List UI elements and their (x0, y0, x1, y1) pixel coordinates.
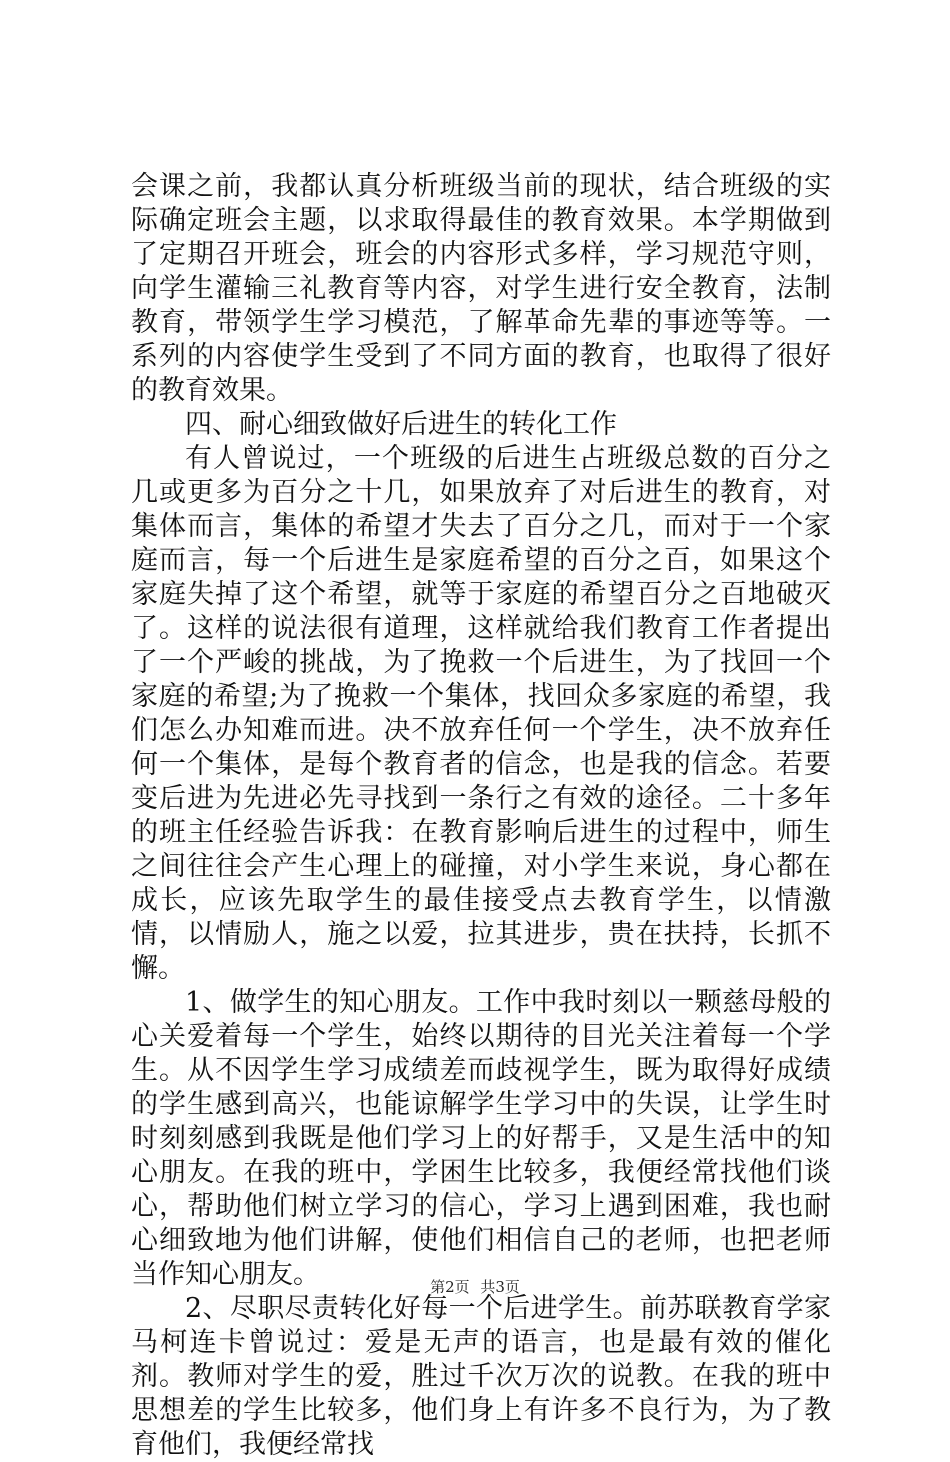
paragraph-point-1: 1、做学生的知心朋友。工作中我时刻以一颗慈母般的心关爱着每一个学生，始终以期待的目光关注着每一个学生。从不因学生学习成绩差而歧视学生，既为取得好成绩的学生感到高兴，也能谅解学生学习中的失误，让学生时时刻刻感到我既是他们学习上的好帮手，又是生活中的知心朋友。在我的班中，学困生比较多，我便经常找他们谈心，帮助他们树立学习的信心，学习上遇到困难，我也耐心细致地为他们讲解，使他们相信自己的老师，也把老师当作知心朋友。 (131, 987, 831, 1290)
page-total: 共3页 (480, 1278, 520, 1296)
paragraph: 有人曾说过，一个班级的后进生占班级总数的百分之几或更多为百分之十几，如果放弃了对后进生的教育，对集体而言，集体的希望才失去了百分之几，而对于一个家庭而言，每一个后进生是家庭希望的百分之百，如果这个家庭失掉了这个希望，就等于家庭的希望百分之百地破灭了。这样的说法很有道理，这样就给我们教育工作者提出了一个严峻的挑战，为了挽救一个后进生，为了找回一个家庭的希望;为了挽救一个集体，找回众多家庭的希望，我们怎么办知难而进。决不放弃任何一个学生，决不放弃任何一个集体，是每个教育者的信念，也是我的信念。若要变后进为先进必先寻找到一条行之有效的途径。二十多年的班主任经验告诉我：在教育影响后进生的过程中，师生之间往往会产生心理上的碰撞，对小学生来说，身心都在成长，应该先取学生的最佳接受点去教育学生，以情激情，以情励人，施之以爱，拉其进步，贵在扶持，长抓不懈。 (131, 443, 831, 984)
paragraph-point-2: 2、尽职尽责转化好每一个后进学生。前苏联教育学家马柯连卡曾说过：爱是无声的语言，也是最有效的催化剂。教师对学生的爱，胜过千次万次的说教。在我的班中思想差的学生比较多，他们身上有许多不良行为，为了教育他们，我便经常找 (131, 1293, 831, 1460)
paragraph-continuation: 会课之前，我都认真分析班级当前的现状，结合班级的实际确定班会主题，以求取得最佳的教育效果。本学期做到了定期召开班会，班会的内容形式多样，学习规范守则，向学生灌输三礼教育等内容，对学生进行安全教育，法制教育，带领学生学习模范，了解革命先辈的事迹等等。一系列的内容使学生受到了不同方面的教育，也取得了很好的教育效果。 (131, 171, 831, 406)
page-number: 第2页 (430, 1278, 470, 1296)
document-body (131, 170, 831, 1462)
section-heading: 四、耐心细致做好后进生的转化工作 (185, 409, 617, 440)
page-footer (0, 1276, 950, 1297)
